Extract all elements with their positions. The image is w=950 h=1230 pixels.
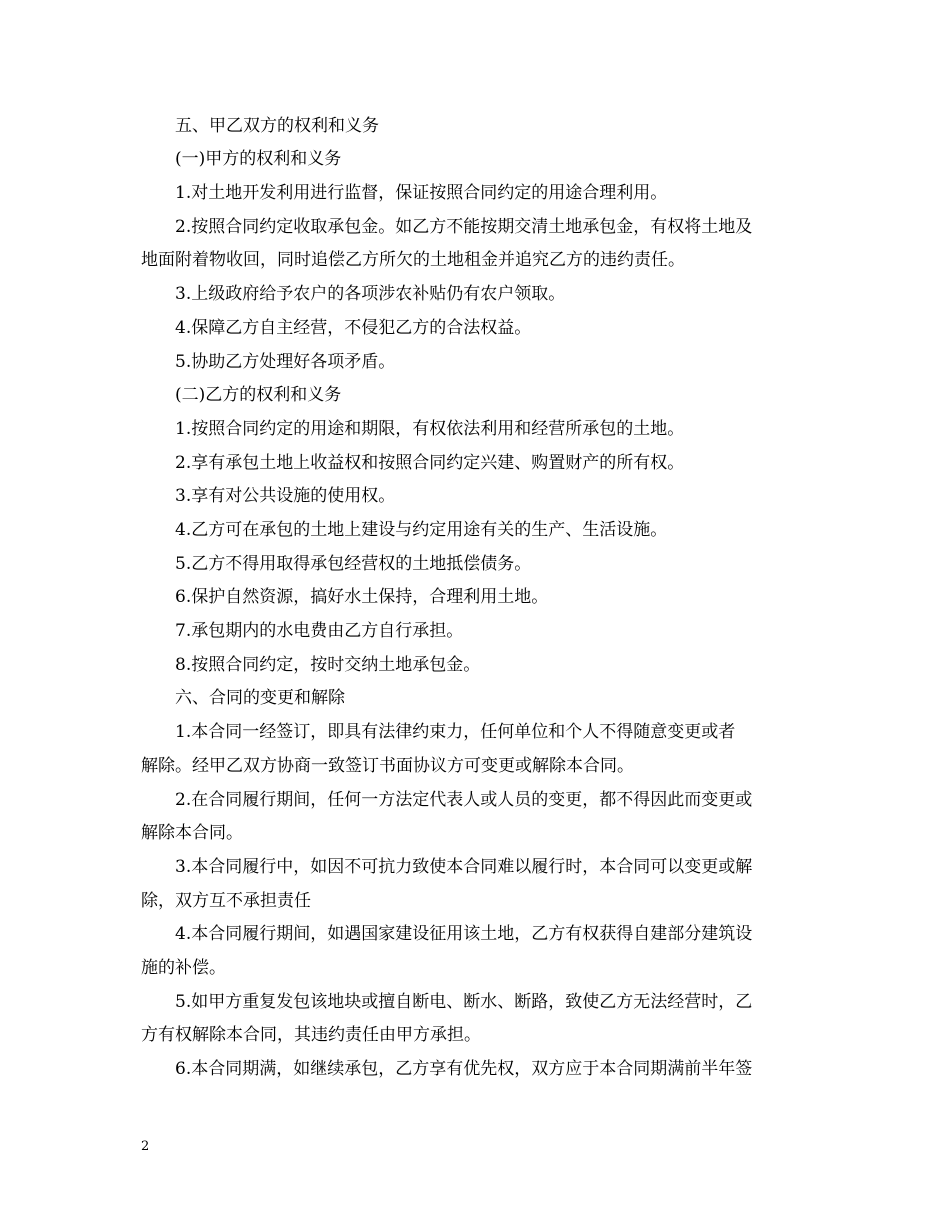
party-b-item-6: 6.保护自然资源，搞好水土保持，合理利用土地。 (175, 587, 549, 607)
contract-change-item-6-line-1: 6.本合同期满，如继续承包，乙方享有优先权，双方应于本合同期满前半年签 (175, 1059, 753, 1079)
contract-change-item-2-line-1: 2.在合同履行期间，任何一方法定代表人或人员的变更，都不得因此而变更或 (175, 790, 753, 810)
party-a-item-5: 5.协助乙方处理好各项矛盾。 (175, 352, 396, 372)
party-a-item-4: 4.保障乙方自主经营，不侵犯乙方的合法权益。 (175, 318, 532, 338)
subsection-heading-party-b: (二)乙方的权利和义务 (175, 385, 342, 405)
party-b-item-2: 2.享有承包土地上收益权和按照合同约定兴建、购置财产的所有权。 (175, 453, 685, 473)
party-b-item-3: 3.享有对公共设施的使用权。 (175, 486, 396, 506)
contract-change-item-2-line-2: 解除本合同。 (141, 823, 243, 843)
subsection-heading-party-a: (一)甲方的权利和义务 (175, 149, 342, 169)
section-heading-rights-obligations: 五、甲乙双方的权利和义务 (175, 116, 379, 136)
party-a-item-2-line-2: 地面附着物收回，同时追偿乙方所欠的土地租金并追究乙方的违约责任。 (141, 250, 685, 270)
contract-change-item-3-line-1: 3.本合同履行中，如因不可抗力致使本合同难以履行时，本合同可以变更或解 (175, 857, 753, 877)
party-b-item-8: 8.按照合同约定，按时交纳土地承包金。 (175, 655, 481, 675)
party-b-item-1: 1.按照合同约定的用途和期限，有权依法利用和经营所承包的土地。 (175, 419, 685, 439)
contract-change-item-1-line-2: 解除。经甲乙双方协商一致签订书面协议方可变更或解除本合同。 (141, 756, 634, 776)
party-b-item-5: 5.乙方不得用取得承包经营权的土地抵偿债务。 (175, 554, 532, 574)
contract-change-item-3-line-2: 除，双方互不承担责任 (141, 891, 311, 911)
contract-change-item-5-line-2: 方有权解除本合同，其违约责任由甲方承担。 (141, 1025, 481, 1045)
contract-change-item-5-line-1: 5.如甲方重复发包该地块或擅自断电、断水、断路，致使乙方无法经营时，乙 (175, 992, 753, 1012)
contract-change-item-4-line-2: 施的补偿。 (141, 958, 226, 978)
contract-change-item-1-line-1: 1.本合同一经签订，即具有法律约束力，任何单位和个人不得随意变更或者 (175, 722, 736, 742)
party-a-item-3: 3.上级政府给予农户的各项涉农补贴仍有农户领取。 (175, 284, 566, 304)
section-heading-contract-change: 六、合同的变更和解除 (175, 688, 345, 708)
party-b-item-4: 4.乙方可在承包的土地上建设与约定用途有关的生产、生活设施。 (175, 520, 668, 540)
party-b-item-7: 7.承包期内的水电费由乙方自行承担。 (175, 621, 464, 641)
contract-change-item-4-line-1: 4.本合同履行期间，如遇国家建设征用该土地，乙方有权获得自建部分建筑设 (175, 924, 753, 944)
party-a-item-1: 1.对土地开发利用进行监督，保证按照合同约定的用途合理利用。 (175, 183, 668, 203)
party-a-item-2-line-1: 2.按照合同约定收取承包金。如乙方不能按期交清土地承包金，有权将土地及 (175, 217, 753, 237)
page-number: 2 (141, 1139, 150, 1154)
